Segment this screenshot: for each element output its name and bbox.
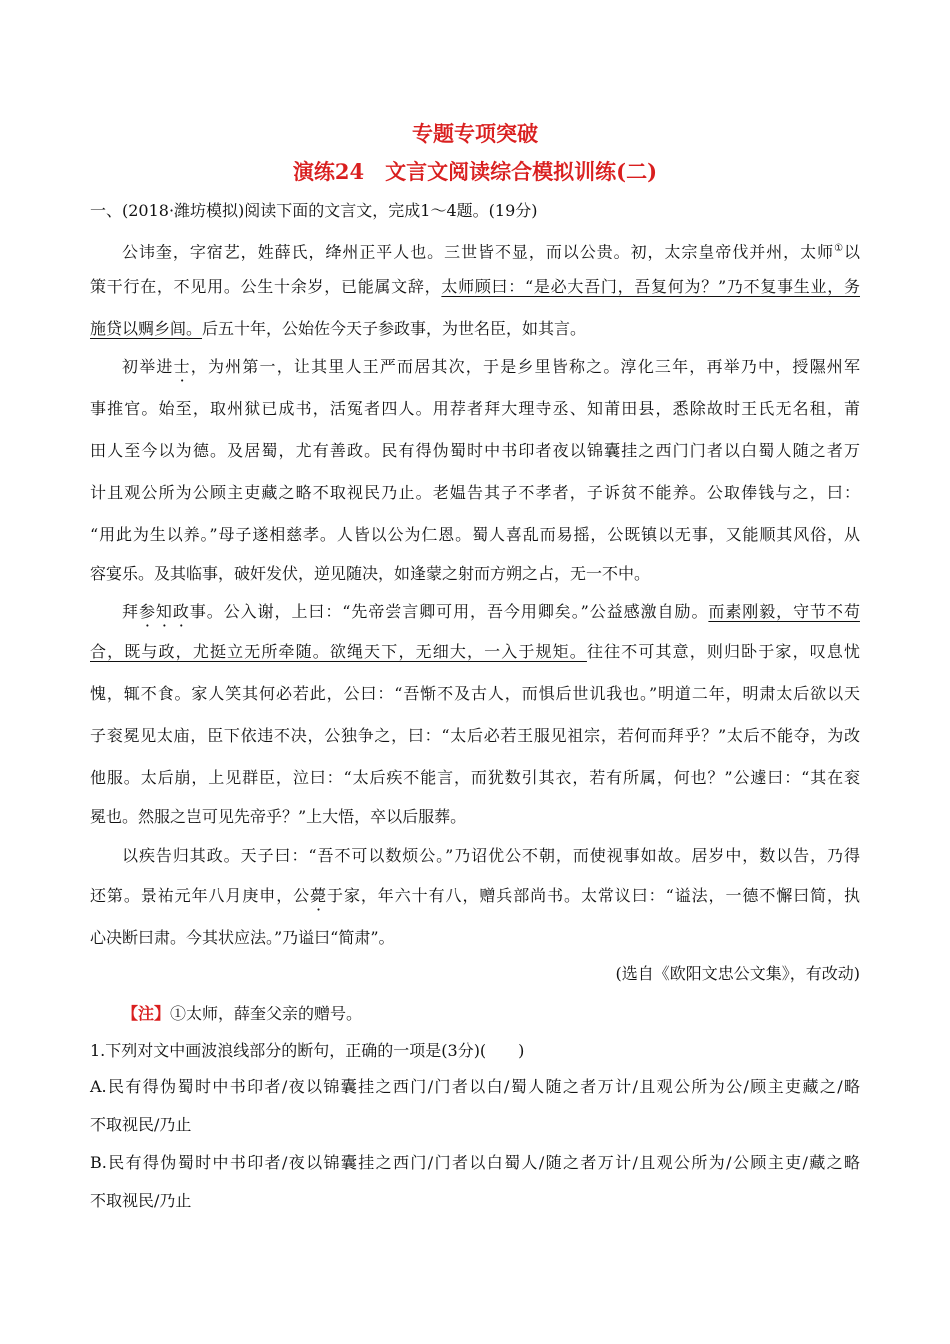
passage-line: “用此为生以养。”母子遂相慈孝。人皆以公为仁恩。蜀人喜乱而易摇，公既镇以无事，又能顺其风俗，从 bbox=[90, 525, 860, 544]
underlined-text: 合，既与政，尤挺立无所牵随。欲绳天下，无细大，一入于规矩。 bbox=[90, 642, 587, 661]
dotted-char: 参 bbox=[138, 602, 156, 621]
text-run: 策干行在，不见用。公生十余岁，已能属文辞， bbox=[90, 277, 442, 296]
underlined-text: 施贷以赒乡闾。 bbox=[90, 319, 203, 338]
text-run: 以 bbox=[843, 242, 860, 262]
option-b-line1: B.民有得伪蜀时中书印者/夜以锦囊挂之西门/门者以白蜀人/随之者万计/且观公所为/公顾主吏/藏之略 bbox=[90, 1153, 860, 1172]
note-text: ①太师，薛奎父亲的赠号。 bbox=[170, 1004, 363, 1023]
text-run: 拜 bbox=[122, 602, 139, 621]
passage-line bbox=[90, 640, 860, 664]
text-run: 初举进 bbox=[122, 357, 174, 376]
wavy-underlined-text: 计且观公所为公顾主吏藏之略不取视民乃止 bbox=[90, 483, 416, 502]
passage-line: 田人至今以为德。及居蜀，尤有善政。民有得伪蜀时中书印者夜以锦囊挂之西门门者以白蜀人随之者万 bbox=[90, 441, 860, 460]
passage-line bbox=[122, 600, 860, 624]
text-run: 事。公入谢，上曰：“先帝尝言卿可用，吾今用卿矣。”公益感激自励。 bbox=[189, 602, 709, 621]
passage-line: 容宴乐。及其临事，破奸发伏，逆见随决，如逢蒙之射而方朔之占，无一不中。 bbox=[90, 564, 651, 583]
text-run: 。老媪告其子不孝者，子诉贫不能养。公取俸钱与之，曰： bbox=[415, 483, 860, 502]
text-run: 还第。景祐元年八月庚申，公 bbox=[90, 886, 311, 905]
passage-line: 他服。太后崩，上见群臣，泣曰：“太后疾不能言，而犹数引其衣，若有所属，何也？”公遽曰：“其在衮 bbox=[90, 768, 860, 787]
question-1: 1.下列对文中画波浪线部分的断句，正确的一项是(3分)( ) bbox=[90, 1041, 525, 1060]
passage-line: 心决断曰肃。今其状应法。”乃谥曰“简肃”。 bbox=[90, 928, 395, 947]
passage-line bbox=[90, 884, 860, 908]
dotted-char: 薨 bbox=[310, 886, 328, 905]
passage-line bbox=[90, 275, 860, 299]
page-subtitle: 演练24 文言文阅读综合模拟训练(二) bbox=[292, 159, 658, 184]
dotted-char: 士 bbox=[173, 357, 191, 376]
footnote-marker: ① bbox=[834, 243, 844, 254]
passage-line: 子衮冕见太庙，臣下依违不决，公独争之，曰：“太后必若王服见祖宗，若何而拜乎？”太后不能夺，为改 bbox=[90, 726, 860, 745]
passage-line bbox=[122, 355, 860, 379]
note-label: 【注】 bbox=[122, 1004, 171, 1023]
text-run: 公讳奎，字宿艺，姓薛氏，绛州正平人也。三世皆不显，而以公贵。初，太宗皇帝伐并州，太师 bbox=[122, 242, 835, 262]
source-citation: (选自《欧阳文忠公文集》，有改动) bbox=[615, 964, 860, 983]
option-a-line1: A.民有得伪蜀时中书印者/夜以锦囊挂之西门/门者以白/蜀人随之者万计/且观公所为公/顾主吏藏之/略 bbox=[90, 1077, 860, 1096]
text-run: 于家，年六十有八，赠兵部尚书。太常议曰：“谥法，一德不懈曰简，执 bbox=[327, 886, 860, 905]
passage-line bbox=[90, 481, 860, 505]
text-run: ，为州第一，让其里人王严而居其次，于是乡里皆称之。淳化三年，再举乃中，授隰州军 bbox=[190, 357, 860, 376]
option-b-line2: 不取视民/乃止 bbox=[90, 1191, 192, 1210]
footnote bbox=[122, 1002, 362, 1026]
text-run: 往往不可其意，则归卧于家，叹息忧 bbox=[586, 642, 860, 661]
passage-line: 冕也。然服之岂可见先帝乎？”上大悟，卒以后服葬。 bbox=[90, 807, 467, 826]
passage-line bbox=[122, 237, 860, 264]
dotted-char: 知 bbox=[155, 602, 173, 621]
passage-line: 以疾告归其政。天子曰：“吾不可以数烦公。”乃诏优公不朝，而使视事如故。居岁中，数以告，乃得 bbox=[122, 846, 860, 865]
passage-line bbox=[90, 317, 586, 341]
passage-line: 事推官。始至，取州狱已成书，活冤者四人。用荐者拜大理寺丞、知莆田县，悉除故时王氏无名租，莆 bbox=[90, 399, 860, 418]
dotted-char: 政 bbox=[172, 602, 190, 621]
question-heading: 一、(2018·潍坊模拟)阅读下面的文言文，完成1～4题。(19分) bbox=[90, 201, 538, 220]
page-title: 专题专项突破 bbox=[412, 121, 538, 146]
underlined-text: 而素刚毅，守节不苟 bbox=[708, 602, 860, 621]
passage-line: 愧，辄不食。家人笑其何必若此，公曰：“吾惭不及古人，而惧后世讥我也。”明道二年，明肃太后欲以天 bbox=[90, 684, 860, 703]
text-run: 后五十年，公始佐今天子参政事，为世名臣，如其言。 bbox=[202, 319, 587, 338]
option-a-line2: 不取视民/乃止 bbox=[90, 1115, 192, 1134]
underlined-text: 太师顾曰：“是必大吾门，吾复何为？”乃不复事生业，务 bbox=[441, 277, 860, 296]
